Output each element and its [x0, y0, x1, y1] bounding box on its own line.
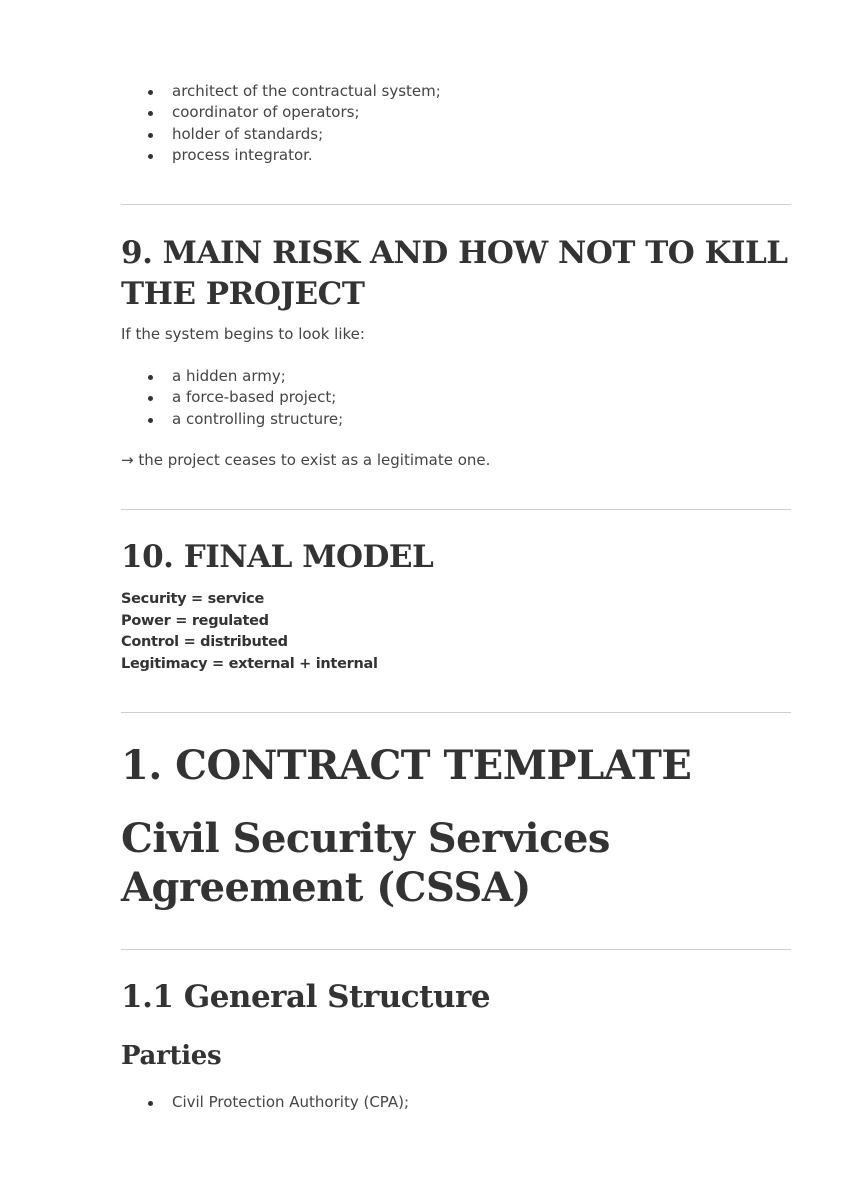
bullet-icon: [148, 154, 153, 159]
final-model-lines: [121, 589, 791, 675]
section-heading-9: 9. MAIN RISK AND HOW NOT TO KILL THE PROJECT: [121, 235, 788, 312]
list-item: architect of the contractual system;: [172, 81, 842, 102]
bullet-icon: [148, 396, 153, 401]
parties-heading: Parties: [121, 1041, 222, 1071]
list-item: Civil Protection Authority (CPA);: [172, 1092, 842, 1113]
agreement-title: Civil Security Services Agreement (CSSA): [121, 815, 610, 911]
section-heading-10: 10. FINAL MODEL: [121, 539, 434, 575]
bullet-icon: [148, 1101, 153, 1106]
contract-heading: 1. CONTRACT TEMPLATE: [121, 742, 692, 789]
section-divider: [121, 712, 791, 713]
bullet-icon: [148, 90, 153, 95]
list-item: holder of standards;: [172, 124, 842, 145]
bullet-icon: [148, 133, 153, 138]
list-item: a force-based project;: [172, 387, 842, 408]
roles-list: [121, 81, 842, 167]
section-divider: [121, 509, 791, 510]
bullet-icon: [148, 375, 153, 380]
model-line: Power = regulated: [121, 612, 269, 629]
section-divider: [121, 204, 791, 205]
section-9-intro: If the system begins to look like:: [121, 325, 365, 343]
model-line: Legitimacy = external + internal: [121, 655, 378, 672]
section-9-conclusion: → the project ceases to exist as a legitimate one.: [121, 451, 491, 469]
parties-list: [121, 1092, 842, 1113]
subsection-heading: 1.1 General Structure: [121, 979, 491, 1015]
list-item: a hidden army;: [172, 366, 842, 387]
list-item: a controlling structure;: [172, 409, 842, 430]
model-line: Security = service: [121, 591, 265, 607]
risk-list: [121, 366, 842, 430]
bullet-icon: [148, 111, 153, 116]
bullet-icon: [148, 418, 153, 423]
model-line: Control = distributed: [121, 634, 288, 650]
section-divider: [121, 949, 791, 950]
list-item: coordinator of operators;: [172, 102, 842, 123]
list-item: process integrator.: [172, 145, 842, 166]
